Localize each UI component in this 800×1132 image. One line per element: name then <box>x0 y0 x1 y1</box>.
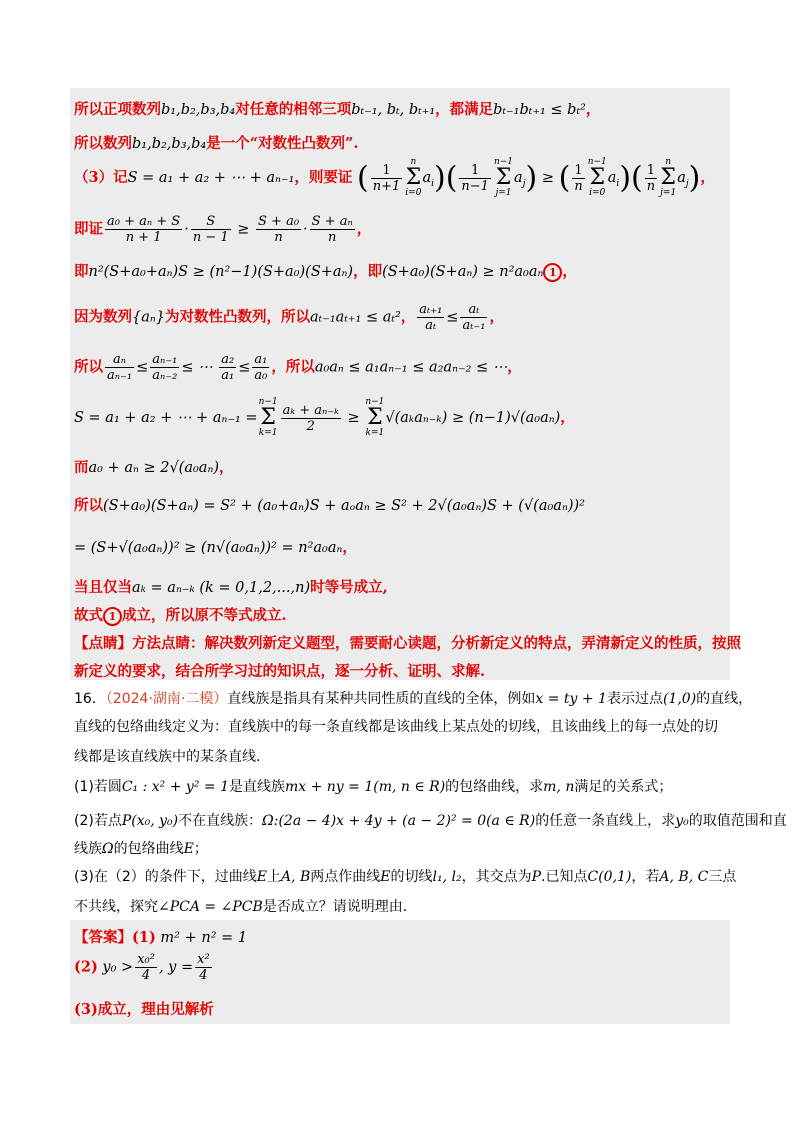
question-line-2: 直线的包络曲线定义为：直线族中的每一条直线都是该曲线上某点处的切线，且该曲线上的每一点处的切 <box>74 719 718 735</box>
fraction: $\frac{\text{aₜ}}{\text{aₜ₋₁}}$ <box>462 302 486 333</box>
fraction: $\frac{1}{n}$ <box>646 162 656 194</box>
answer-line-3: (3)成立，理由见解析 <box>74 1001 214 1018</box>
sum-symbol: n Σ j=1 <box>660 157 677 198</box>
fraction: $\frac{\text{a₀ + aₙ + S}}{n + 1}$ <box>107 214 181 245</box>
solution-line-2: 所以数列b₁,b₂,b₃,b₄是一个“对数性凸数列”. <box>74 135 359 152</box>
solution-line-10: 所以(S+a₀)(S+aₙ) = S² + (a₀+aₙ)S + aₒaₙ ≥ S² + 2√(a₀aₙ)S + (√(a₀aₙ))² <box>74 497 585 514</box>
question-line-5: (2)若点P(x₀, y₀)不在直线族：Ω:(2a − 4)x + 4y + (a − 2)² = 0(a ∈ R)的任意一条直线上，求y₀的取值范围和直 <box>74 813 787 829</box>
solution-line-9: 而a₀ + aₙ ≥ 2√(a₀aₙ)， <box>74 459 234 476</box>
solution-line-3: （3）记S = a₁ + a₂ + ⋯ + aₙ₋₁，则要证 ( $\frac{1}{n+1}$ n Σ $i=0a_i$)( $\frac{1}{n-1}$ n−1 Σ $j=1a_j$) ≥ ( $\frac{1}{n}$ n−1 Σ $i=0a_i$)( $\frac{1}{n}$ n Σ $j=1a_j$)， <box>74 157 715 198</box>
solution-line-7: 所以 $\frac{\text{aₙ}}{\text{aₙ₋₁}}$ ≤ $\frac{\text{aₙ₋₁}}{\text{aₙ₋₂}}$ ≤ ⋯ $\frac{\text{a₂}}{\text{a₁}}$ ≤ $\frac{\text{a₁}}{\text{a₀}}$ ，所以a₀aₙ ≤ a₁aₙ₋₁ ≤ a₂aₙ₋₂ ≤ ⋯， <box>74 352 522 383</box>
solution-line-1: 所以正项数列b₁,b₂,b₃,b₄对任意的相邻三项bₜ₋₁, bₜ, bₜ₊₁，都满足bₜ₋₁bₜ₊₁ ≤ bₜ²， <box>74 101 601 118</box>
sum-symbol: n−1 Σ j=1 <box>493 157 514 198</box>
sum-symbol: n Σ i=0 <box>405 157 422 198</box>
solution-line-4: 即证 $\frac{\text{a₀ + aₙ + S}}{n + 1}$ · $\frac{S}{n - 1}$ ≥ $\frac{\text{S + a₀}}{n}$ · $\frac{\text{S + aₙ}}{n}$ ， <box>74 214 372 245</box>
question-line-3: 线都是该直线族中的某条直线. <box>74 749 261 765</box>
solution-line-12: 当且仅当aₖ = aₙ₋ₖ (k = 0,1,2,...,n)时等号成立, <box>74 579 388 596</box>
question-line-6: 线族Ω的包络曲线E； <box>74 841 208 857</box>
solution-line-11: = (S+√(a₀aₙ))² ≥ (n√(a₀aₙ))² = n²a₀aₙ， <box>74 539 357 556</box>
fraction: $\frac{1}{n+1}$ <box>372 162 401 194</box>
answer-label: 【答案】 <box>74 929 132 946</box>
fraction: $\frac{\text{x₀²}}{4}$ <box>137 952 155 983</box>
fraction: $\frac{S}{n - 1}$ <box>192 214 229 245</box>
solution-line-6: 因为数列{aₙ}为对数性凸数列，所以aₜ₋₁aₜ₊₁ ≤ aₜ²， $\frac{\text{aₜ₊₁}}{\text{aₜ}}$ ≤ $\frac{\text{aₜ}}{\text{aₜ₋₁}}$ ， <box>74 302 504 333</box>
fraction: $\frac{\text{S + a₀}}{n}$ <box>258 214 300 245</box>
solution-line-5: 即n²(S+a₀+aₙ)S ≥ (n²−1)(S+a₀)(S+aₙ)，即(S+a₀)(S+aₙ) ≥ n²a₀aₙ 1 ， <box>74 263 577 280</box>
solution-note-line-1: 【点睛】方法点睛：解决数列新定义题型，需要耐心读题，分析新定义的特点，弄清新定义的性质，按照 <box>74 635 741 652</box>
sum-symbol: n−1 Σ i=0 <box>587 157 607 198</box>
fraction: $\frac{1}{n}$ <box>574 162 583 194</box>
sum-symbol: n−1 Σ k=1 <box>365 397 385 438</box>
answer-line-2: (2) y₀ > $\frac{\text{x₀²}}{4}$ , y = $\frac{\text{x²}}{4}$ <box>74 952 210 983</box>
solution-line-8: S = a₁ + a₂ + ⋯ + aₙ₋₁ =n−1 Σ k=1 $\frac{\text{aₖ + aₙ₋ₖ}}{2}$ ≥ n−1 Σ k=1√(aₖaₙ₋ₖ) ≥ (n−1)√(a₀aₙ)， <box>74 397 575 438</box>
sum-symbol: n−1 Σ k=1 <box>258 397 278 438</box>
question-line-4: (1)若圆C₁ : x² + y² = 1是直线族mx + ny = 1(m, n ∈ R)的包络曲线，求m, n满足的关系式； <box>74 779 673 795</box>
fraction: $\frac{\text{a₂}}{\text{a₁}}$ <box>221 352 235 383</box>
fraction: $\frac{\text{x²}}{4}$ <box>197 952 210 983</box>
question-line-1: 16．（2024·湖南·二模）直线族是指具有某种共同性质的直线的全体，例如x = ty + 1表示过点(1,0)的直线， <box>74 691 753 707</box>
solution-note-line-2: 新定义的要求，结合所学习过的知识点，逐一分析、证明、求解. <box>74 663 486 680</box>
circled-number: 1 <box>103 607 122 626</box>
question-line-8: 不共线，探究∠PCA = ∠PCB是否成立？请说明理由. <box>74 899 408 915</box>
fraction: $\frac{\text{S + aₙ}}{n}$ <box>311 214 353 245</box>
question-source: （2024·湖南·二模） <box>105 691 228 707</box>
circled-number: 1 <box>543 263 562 282</box>
fraction: $\frac{\text{a₁}}{\text{a₀}}$ <box>254 352 268 383</box>
answer-line-1: 【答案】(1) m² + n² = 1 <box>74 929 248 946</box>
fraction: $\frac{1}{n-1}$ <box>461 162 489 194</box>
solution-line-13: 故式 1 成立，所以原不等式成立. <box>74 607 287 624</box>
fraction: $\frac{\text{aₙ₋₁}}{\text{aₙ₋₂}}$ <box>152 352 178 383</box>
fraction: $\frac{\text{aₖ + aₙ₋ₖ}}{2}$ <box>282 402 339 434</box>
question-line-7: (3)在（2）的条件下，过曲线E上A, B两点作曲线E的切线l₁, l₂，其交点为P.已知点C(0,1)，若A, B, C三点 <box>74 869 737 885</box>
fraction: $\frac{\text{aₙ}}{\text{aₙ₋₁}}$ <box>107 352 133 383</box>
fraction: $\frac{\text{aₜ₊₁}}{\text{aₜ}}$ <box>419 302 443 333</box>
